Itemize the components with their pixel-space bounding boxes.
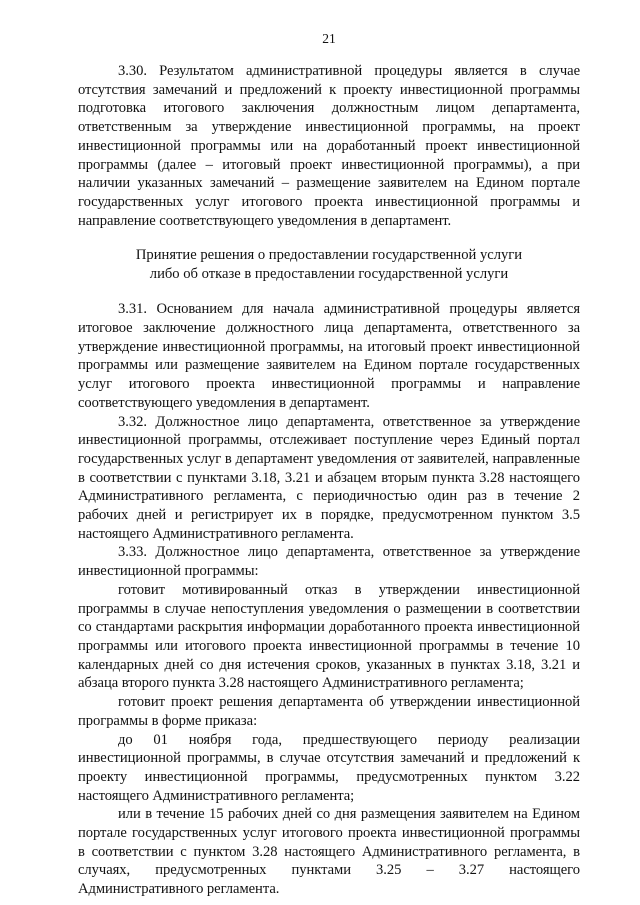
paragraph-3-32: 3.32. Должностное лицо департамента, ответственное за утверждение инвестиционной программы, отслеживает поступление через Единый портал государственных услуг в департамент уведомления от заявителей, направленные в соответствии с пунктами 3.18, 3.21 и абзацем вторым пункта 3.28 настоящего Административного регламента, с периодичностью один раз в течение 2 рабочих дней и регистрирует их в порядке, предусмотренном пунктом 3.5 настоящего Административного регламента.	[78, 413, 580, 542]
section-heading-line-2: либо об отказе в предоставлении государственной услуги	[149, 266, 509, 283]
section-heading-line-1: Принятие решения о предоставлении государственной услуги	[135, 247, 523, 264]
section-heading	[78, 246, 580, 284]
page-number: 21	[322, 31, 336, 46]
paragraph-3-30: 3.30. Результатом административной процедуры является в случае отсутствия замечаний и предложений к проекту инвестиционной программы подготовка итогового заключения должностным лицом департамента, ответственным за утверждение инвестиционной программы, на проект инвестиционной программы или на доработанный проект инвестиционной программы (далее – итоговый проект инвестиционной программы), а при наличии указанных замечаний – размещение заявителем на Едином портале государственных услуг итогового проекта инвестиционной программы и направление соответствующего уведомления в департамент.	[78, 63, 580, 229]
paragraph-deadline-15-days: или в течение 15 рабочих дней со дня размещения заявителем на Едином портале государственных услуг итогового проекта инвестиционной программы в соответствии с пунктом 3.28 настоящего Административного регламента, в случаях, предусмотренных пунктами 3.25 – 3.27 настоящего Административного регламента.	[78, 806, 580, 898]
document-page	[78, 30, 580, 899]
paragraph-3-33: 3.33. Должностное лицо департамента, ответственное за утверждение инвестиционной программы:	[78, 544, 580, 580]
paragraph-refusal: готовит мотивированный отказ в утверждении инвестиционной программы в случае непоступления уведомления о размещении в соответствии со стандартами раскрытия информации доработанного проекта инвестиционной программы или итогового проекта инвестиционной программы в течение 10 календарных дней со дня истечения сроков, указанных в пунктах 3.18, 3.21 и абзаца второго пункта 3.28 настоящего Административного регламента;	[78, 581, 580, 692]
paragraph-draft-decision: готовит проект решения департамента об утверждении инвестиционной программы в форме приказа:	[78, 694, 580, 729]
paragraph-deadline-november: до 01 ноября года, предшествующего периоду реализации инвестиционной программы, в случае отсутствия замечаний и предложений к проекту инвестиционной программы, предусмотренных пунктом 3.22 настоящего Административного регламента;	[78, 731, 580, 804]
paragraph-3-31: 3.31. Основанием для начала административной процедуры является итоговое заключение должностного лица департамента, ответственного за утверждение инвестиционной программы, на итоговый проект инвестиционной программы или размещение заявителем на Едином портале государственных услуг итогового проекта инвестиционной программы и направление соответствующего уведомления в департамент.	[78, 301, 580, 411]
